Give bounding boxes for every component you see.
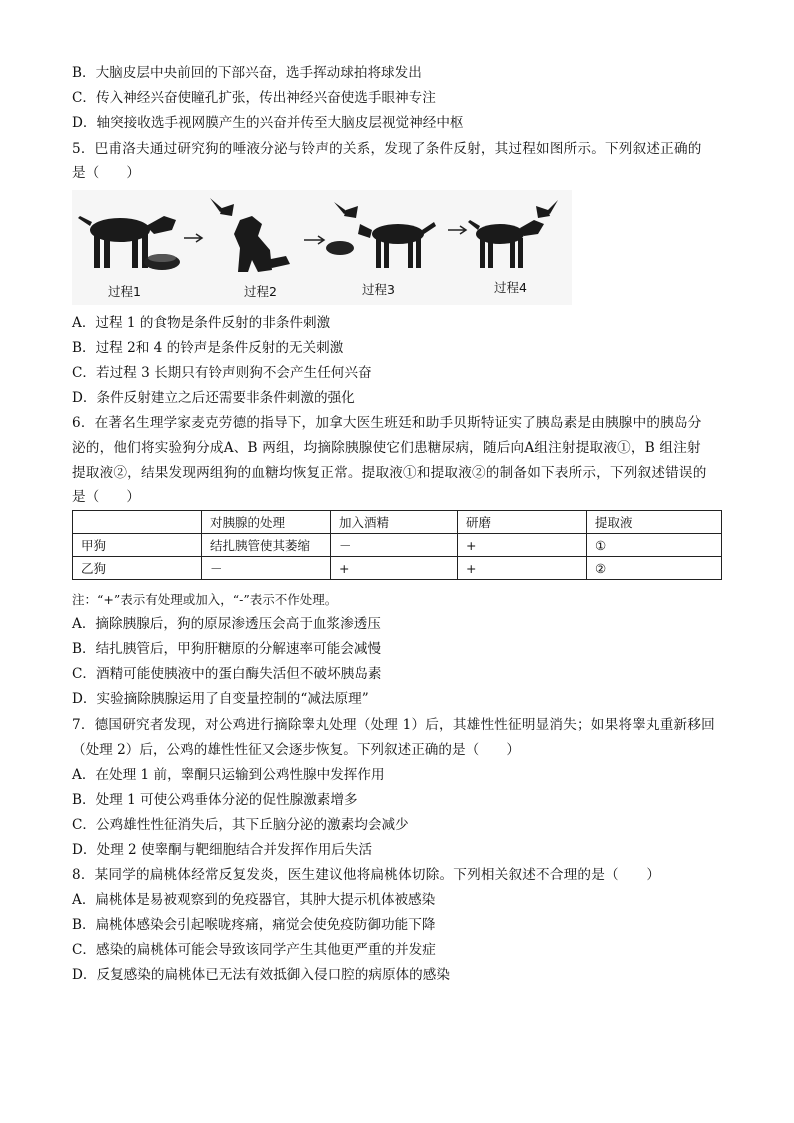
q5-option-b: B．过程 2和 4 的铃声是条件反射的无关刺激	[72, 340, 344, 356]
q6-option-b: B．结扎胰管后，甲狗肝糖原的分解速率可能会减慢	[72, 641, 382, 657]
caption-stage3: 过程3	[362, 282, 395, 297]
table-cell: ①	[587, 534, 722, 557]
table-cell: ②	[587, 557, 722, 580]
q8-option-c: C．感染的扁桃体可能会导致该同学产生其他更严重的并发症	[72, 942, 436, 958]
q7-option-d: D．处理 2 使睾酮与靶细胞结合并发挥作用后失活	[72, 842, 373, 858]
q7-option-a: A．在处理 1 前，睾酮只运输到公鸡性腺中发挥作用	[72, 767, 385, 783]
q5-option-d: D．条件反射建立之后还需要非条件刺激的强化	[72, 390, 355, 406]
table-header-cell: 加入酒精	[331, 511, 458, 534]
table-cell: 乙狗	[73, 557, 202, 580]
table-header-row	[73, 511, 722, 534]
q6-stem-line4: 是（ ）	[72, 489, 140, 505]
caption-stage2: 过程2	[244, 284, 277, 299]
table-row	[73, 534, 722, 557]
table-cell: －	[202, 557, 331, 580]
q6-table	[72, 510, 722, 580]
table-cell: 甲狗	[73, 534, 202, 557]
q8-option-a: A．扁桃体是易被观察到的免疫器官，其肿大提示机体被感染	[72, 892, 436, 908]
table-cell: +	[331, 557, 458, 580]
q5-stem-line1: 5．巴甫洛夫通过研究狗的唾液分泌与铃声的关系，发现了条件反射，其过程如图所示。下列叙述正确的	[72, 141, 702, 157]
q8-option-b: B．扁桃体感染会引起喉咙疼痛，痛觉会使免疫防御功能下降	[72, 917, 436, 933]
table-cell: －	[331, 534, 458, 557]
table-cell: +	[458, 534, 587, 557]
q4-option-c: C．传入神经兴奋使瞳孔扩张，传出神经兴奋使选手眼神专注	[72, 90, 436, 106]
q4-option-d: D．轴突接收选手视网膜产生的兴奋并传至大脑皮层视觉神经中枢	[72, 115, 464, 131]
q6-option-d: D．实验摘除胰腺运用了自变量控制的“减法原理”	[72, 691, 369, 707]
q6-option-a: A．摘除胰腺后，狗的原尿渗透压会高于血浆渗透压	[72, 616, 381, 632]
q5-pavlov-figure	[72, 190, 572, 305]
table-cell: +	[458, 557, 587, 580]
q6-table-note: 注：“+”表示有处理或加入，“-”表示不作处理。	[72, 592, 338, 607]
q5-stem-line2: 是（ ）	[72, 165, 140, 181]
q6-stem-line1: 6．在著名生理学家麦克劳德的指导下，加拿大医生班廷和助手贝斯特证实了胰岛素是由胰腺中的胰岛分	[72, 415, 702, 431]
table-header-cell: 研磨	[458, 511, 587, 534]
q8-option-d: D．反复感染的扁桃体已无法有效抵御入侵口腔的病原体的感染	[72, 967, 450, 983]
q8-stem: 8．某同学的扁桃体经常反复发炎，医生建议他将扁桃体切除。下列相关叙述不合理的是（ ）	[72, 867, 661, 883]
q6-stem-line3: 提取液②，结果发现两组狗的血糖均恢复正常。提取液①和提取液②的制备如下表所示，下列叙述错误的	[72, 465, 707, 481]
q5-option-c: C．若过程 3 长期只有铃声则狗不会产生任何兴奋	[72, 365, 372, 381]
q7-option-c: C．公鸡雄性性征消失后，其下丘脑分泌的激素均会减少	[72, 817, 409, 833]
table-header-cell	[73, 511, 202, 534]
q6-stem-line2: 泌的，他们将实验狗分成A、B 两组，均摘除胰腺使它们患糖尿病，随后向A组注射提取液①，B 组注射	[72, 440, 701, 456]
food-bowl-icon	[144, 254, 180, 270]
table-row	[73, 557, 722, 580]
table-cell: 结扎胰管使其萎缩	[202, 534, 331, 557]
q7-option-b: B．处理 1 可使公鸡垂体分泌的促性腺激素增多	[72, 792, 358, 808]
q5-option-a: A．过程 1 的食物是条件反射的非条件刺激	[72, 315, 331, 331]
food-bowl-stage3-icon	[326, 241, 354, 255]
q4-option-b: B．大脑皮层中央前回的下部兴奋，选手挥动球拍将球发出	[72, 65, 422, 81]
caption-stage4: 过程4	[494, 280, 527, 295]
q7-stem-line1: 7．德国研究者发现，对公鸡进行摘除睾丸处理（处理 1）后，其雄性性征明显消失；如果将睾丸重新移回	[72, 717, 715, 733]
q7-stem-line2: （处理 2）后，公鸡的雄性性征又会逐步恢复。下列叙述正确的是（ ）	[72, 742, 520, 758]
caption-stage1: 过程1	[108, 284, 141, 299]
table-header-cell: 对胰腺的处理	[202, 511, 331, 534]
table-header-cell: 提取液	[587, 511, 722, 534]
q6-option-c: C．酒精可能使胰液中的蛋白酶失活但不破坏胰岛素	[72, 666, 382, 682]
